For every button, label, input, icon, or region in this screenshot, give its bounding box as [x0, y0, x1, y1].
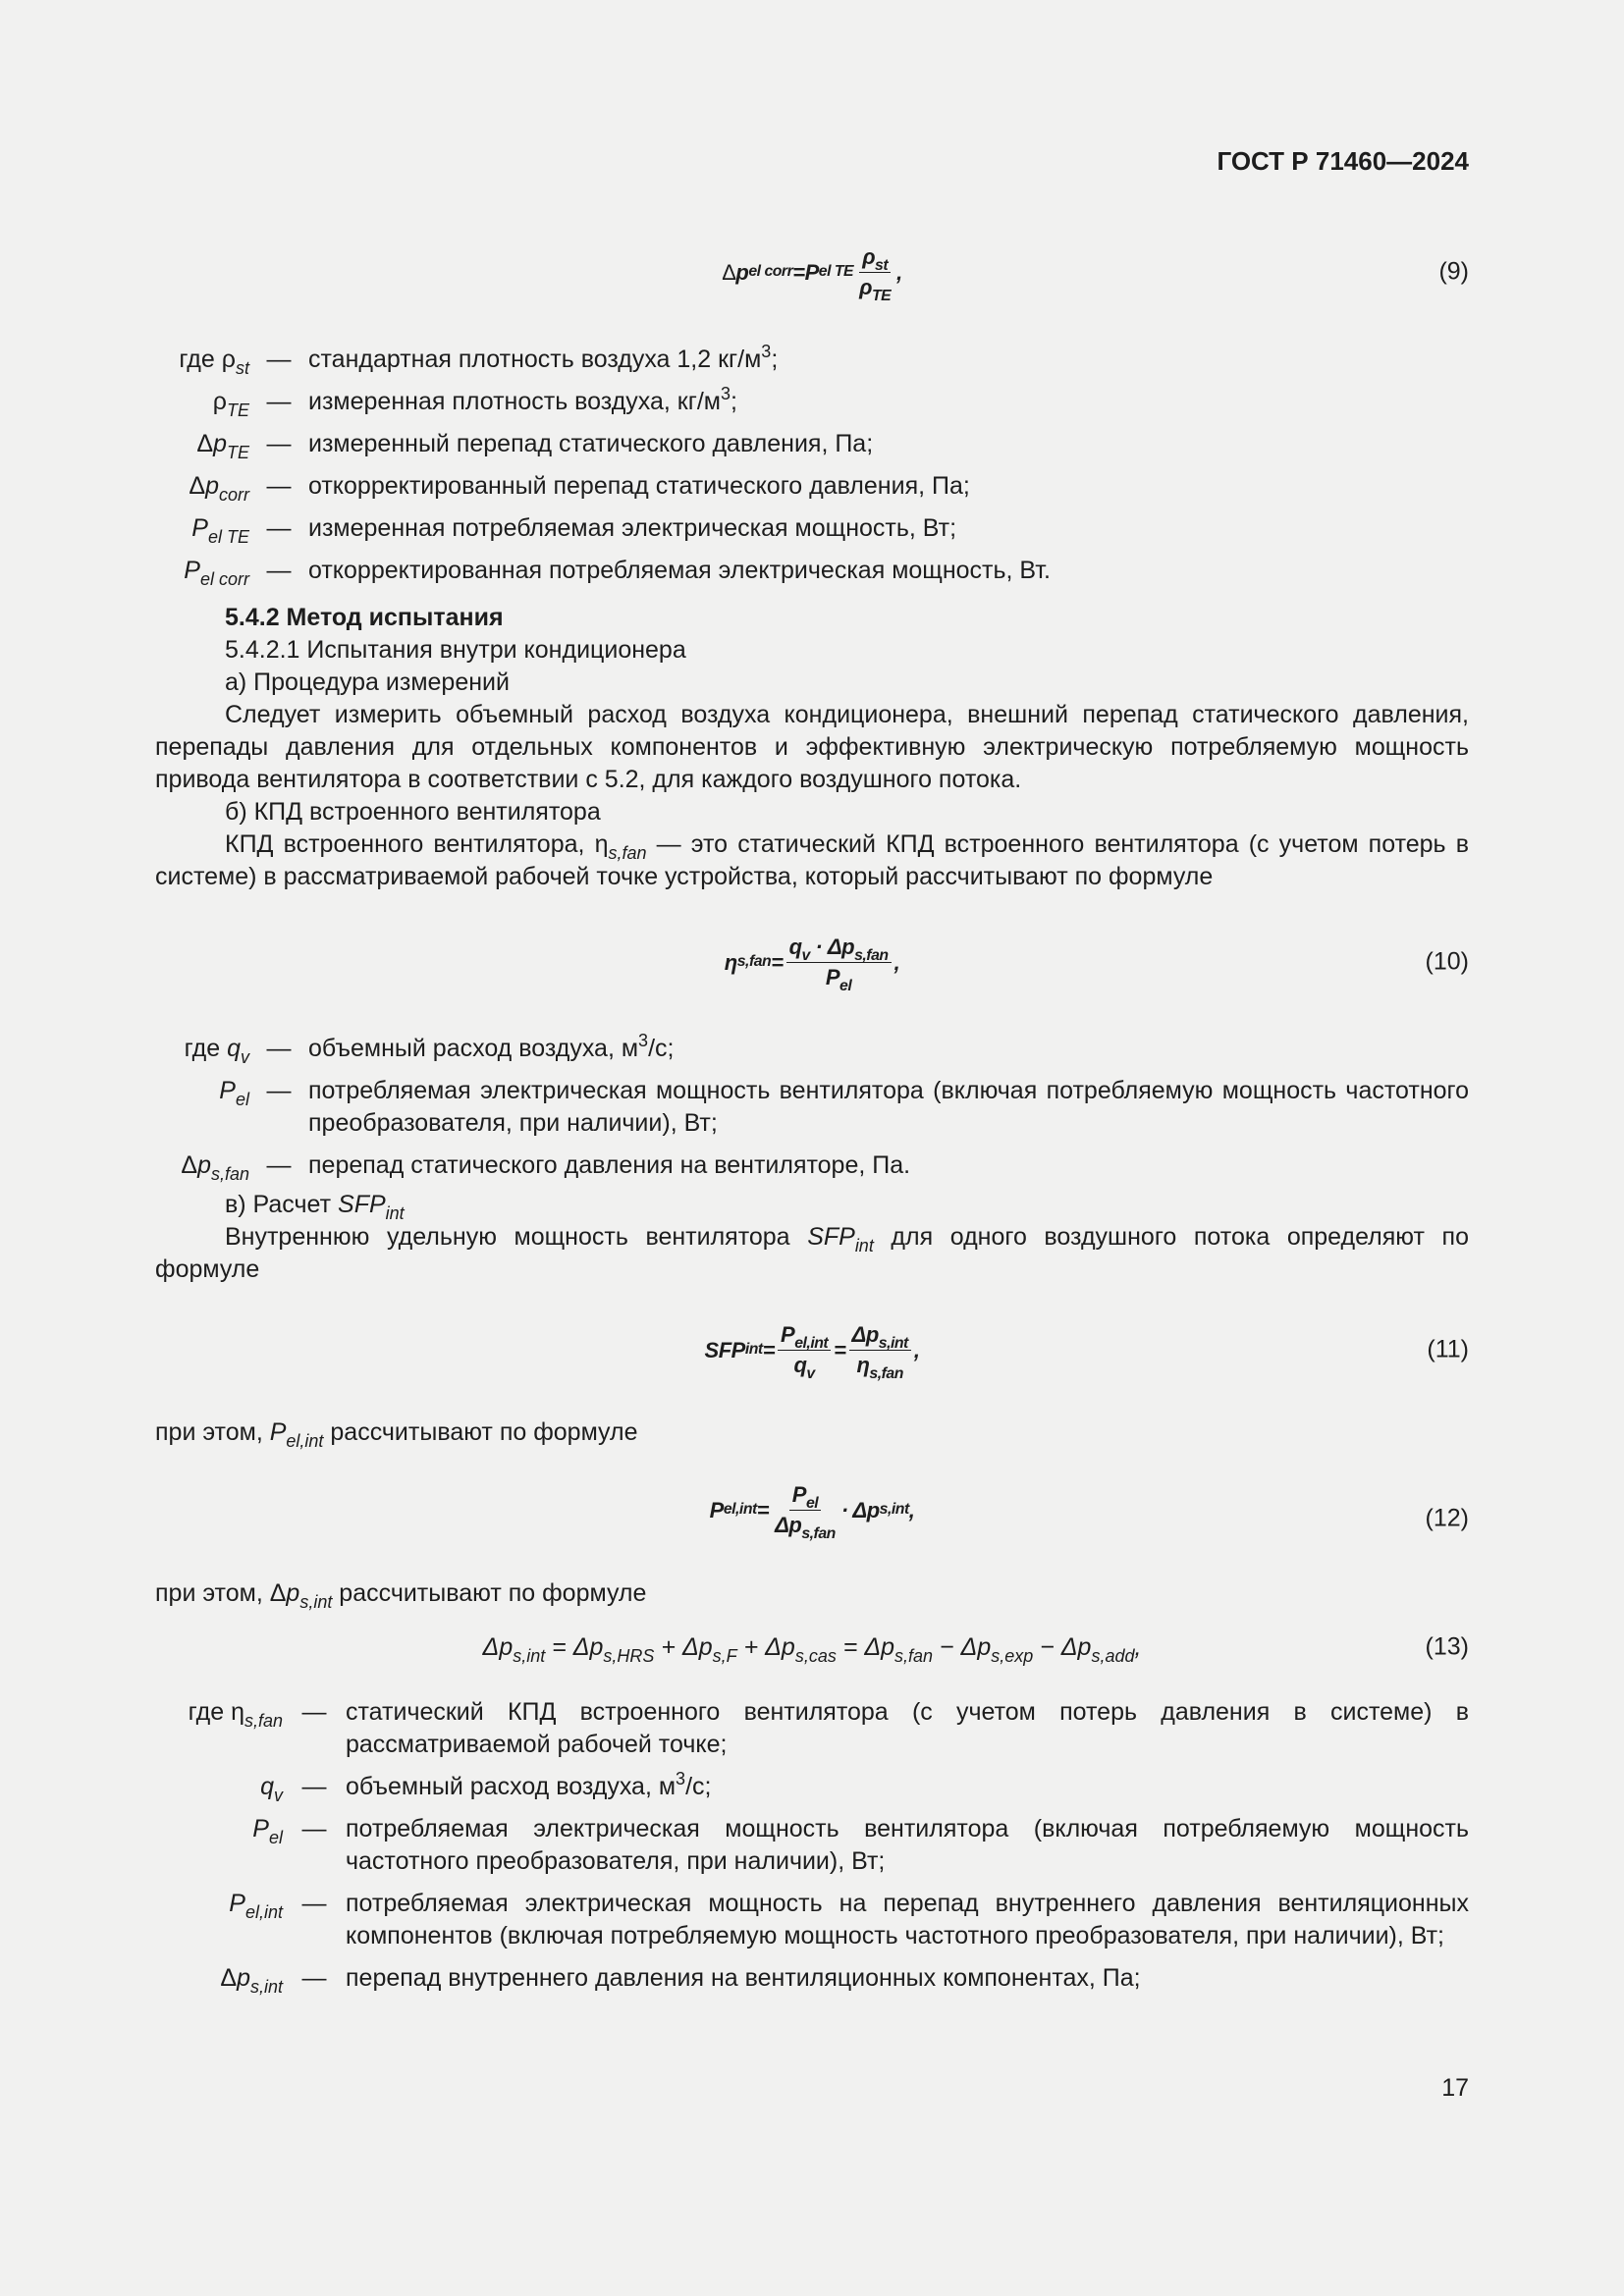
definition-dash: — [301, 1773, 327, 1800]
definition-dash: — [301, 1698, 327, 1726]
formula-12-mul: · Δ [840, 1497, 867, 1522]
definition-text: стандартная плотность воздуха 1,2 $кг/м^3$; [308, 342, 779, 373]
definition-row [155, 1771, 1469, 1803]
formula-9-delta: Δ [722, 259, 736, 285]
formula-13-term: $\Delta p_{s,F}$ + [681, 1632, 766, 1666]
definition-dash: — [266, 514, 292, 542]
formula-9 [155, 233, 1469, 311]
formula-12-eq: = [756, 1497, 770, 1522]
definition-text: измеренная плотность воздуха, $кг/м^3$; [308, 384, 737, 415]
formula-11-eq2: = [834, 1337, 846, 1362]
formula-9-var: p [735, 259, 749, 285]
formula-12-number: (12) [1425, 1504, 1469, 1532]
definition-symbol: $P_{el,int}$ [229, 1890, 283, 1922]
formula-12-rhs: p [866, 1497, 880, 1522]
formula-9-eq: = [792, 259, 805, 285]
definition-text: потребляемая электрическая мощность вентилятора (включая потребляемую мощность частотного преобразователя, при наличии), Вт; [346, 1815, 1469, 1875]
item-a-heading: а) Процедура измерений [225, 668, 510, 696]
item-c-heading: в) Расчет $SFP_{int}$ [225, 1191, 405, 1223]
definition-symbol: $P_{el}$ [219, 1077, 249, 1109]
formula-12-body: P el,int = $\frac{P_{el}}{\Delta p_{s,fan}}$ · Δ p s,int , [709, 1481, 915, 1542]
definition-row [155, 344, 1469, 376]
definition-dash: — [266, 1035, 292, 1062]
definition-text: измеренный перепад статического давления, Па; [308, 430, 874, 457]
definition-row [155, 1888, 1469, 1952]
definition-row [155, 512, 1469, 545]
definition-dash: — [266, 1077, 292, 1104]
definition-text: перепад статического давления на вентиляторе, Па. [308, 1151, 911, 1179]
formula-12-tail: , [908, 1497, 915, 1522]
definition-symbol: $\Delta p_{TE}$ [196, 430, 249, 462]
definition-row [155, 1075, 1469, 1140]
definition-symbol: $q_v$ [260, 1773, 283, 1805]
definition-symbol: где $\rho_{st}$ [179, 346, 249, 378]
formula-10-number: (10) [1425, 947, 1469, 976]
definition-text: перепад внутреннего давления на вентиляционных компонентах, Па; [346, 1964, 1141, 1992]
definition-text: измеренная потребляемая электрическая мощность, Вт; [308, 514, 957, 542]
section-heading-5-4-2: 5.4.2 Метод испытания [225, 604, 504, 631]
formula-12-lhs: P [709, 1497, 724, 1522]
formula-9-body: Δ p el corr = P el TE $\frac{\rho_{st}}{\rho_{TE}}$ , [722, 243, 902, 304]
formula-13-body [155, 1608, 1469, 1686]
definition-dash: — [266, 388, 292, 415]
paragraph-before-12: при этом, $P_{el,int}$ рассчитывают по формуле [155, 1418, 638, 1451]
formula-13-term: $\Delta p_{s,exp}$ − [960, 1632, 1061, 1666]
definition-symbol: $\Delta p_{corr}$ [189, 472, 249, 505]
definitions-list-3 [155, 1696, 1469, 2004]
section-heading-5-4-2-1: 5.4.2.1 Испытания внутри кондиционера [225, 636, 686, 664]
definition-text: статический КПД встроенного вентилятора (с учетом потерь давления в системе) в рассматриваемой рабочей точке; [346, 1698, 1469, 1758]
formula-10-eta: η [724, 949, 737, 975]
definition-symbol: $\rho_{TE}$ [212, 388, 249, 420]
body-text-4 [155, 1577, 1469, 1610]
definitions-list-1 [155, 344, 1469, 597]
formula-13-term: $\Delta p_{s,fan}$ − [864, 1632, 961, 1666]
formula-10-tail: , [893, 949, 900, 975]
definition-symbol: $\Delta p_{s,int}$ [220, 1964, 283, 1997]
formula-9-number: (9) [1438, 257, 1469, 286]
definition-dash: — [266, 557, 292, 584]
formula-9-den-sub: TE [871, 287, 892, 304]
definition-symbol: $\Delta p_{s,fan}$ [181, 1151, 249, 1184]
body-text-1 [155, 602, 1469, 893]
paragraph-a: Следует измерить объемный расход воздуха кондиционера, внешний перепад статического давления, перепады давления для отдельных компонентов и эффективную электрическую потребляемую мощность привода вентилятора в соответствии с 5.2, для каждого воздушного потока. [155, 701, 1469, 793]
body-text-3 [155, 1416, 1469, 1449]
definition-row [155, 1033, 1469, 1065]
definition-text: откорректированная потребляемая электрическая мощность, Вт. [308, 557, 1051, 584]
formula-12-fraction: $\frac{P_{el}}{\Delta p_{s,fan}}$ [775, 1481, 836, 1542]
definition-dash: — [301, 1890, 327, 1917]
item-b-heading: б) КПД встроенного вентилятора [225, 798, 601, 826]
definition-symbol: $P_{el}$ [252, 1815, 283, 1847]
formula-10-fraction: $\frac{q_v \cdot \Delta p_{s,fan}}{P_{el}}$ [786, 934, 892, 990]
formula-12 [155, 1479, 1469, 1558]
definition-row [155, 428, 1469, 460]
definition-dash: — [301, 1964, 327, 1992]
formula-11 [155, 1310, 1469, 1389]
paragraph-b: КПД встроенного вентилятора, $\eta_{s,fan}$ — это статический КПД встроенного вентилятора (с учетом потерь в системе) в рассматриваемой рабочей точке устройства, который рассчитывают по формуле [155, 830, 1469, 890]
definition-row [155, 1149, 1469, 1182]
formula-11-lhs: SFP [704, 1337, 745, 1362]
formula-13 [155, 1608, 1469, 1686]
formula-9-fraction [856, 243, 893, 304]
definition-row [155, 1696, 1469, 1761]
definition-dash: — [301, 1815, 327, 1842]
formula-13-term: $\Delta p_{s,HRS}$ + [572, 1632, 682, 1666]
formula-10-body: η s,fan = $\frac{q_v \cdot \Delta p_{s,fan}}{P_{el}}$ , [724, 934, 900, 994]
definition-text: потребляемая электрическая мощность на перепад внутреннего давления вентиляционных компонентов (включая потребляемую мощность частотного преобразователя, при наличии), Вт; [346, 1890, 1469, 1949]
definition-dash: — [266, 430, 292, 457]
definition-symbol: $P_{el corr}$ [184, 557, 249, 589]
definition-dash: — [266, 346, 292, 373]
formula-9-num: ρ [862, 243, 876, 269]
formula-11-eq1: = [762, 1337, 776, 1362]
formula-9-tail: , [896, 259, 902, 285]
definition-symbol: $P_{el TE}$ [191, 514, 249, 547]
formula-11-number: (11) [1427, 1335, 1469, 1363]
definition-text: объемный расход воздуха, $м^3/с$; [346, 1769, 712, 1800]
definition-symbol: где $q_v$ [184, 1035, 249, 1067]
formula-11-fraction-1: $\frac{P_{el,int}}{q_v}$ [778, 1322, 831, 1378]
definition-row [155, 470, 1469, 503]
definitions-list-2 [155, 1033, 1469, 1192]
definition-row [155, 386, 1469, 418]
formula-11-fraction-2: $\frac{\Delta p_{s,int}}{\eta_{s,fan}}$ [849, 1322, 911, 1378]
formula-11-tail: , [913, 1337, 920, 1362]
formula-13-term: $\Delta p_{s,cas}$ = [765, 1632, 865, 1666]
paragraph-before-13: при этом, $\Delta p_{s,int}$ рассчитывают по формуле [155, 1579, 647, 1612]
formula-9-p: P [804, 259, 819, 285]
formula-10-eq: = [771, 949, 784, 975]
formula-9-num-sub: st [875, 256, 889, 274]
body-text-2 [155, 1189, 1469, 1286]
formula-13-term: $\Delta p_{s,int}$ = [482, 1632, 573, 1666]
definition-text: объемный расход воздуха, $м^3/с$; [308, 1031, 675, 1062]
formula-13-term: $\Delta p_{s,add}$, [1060, 1632, 1142, 1666]
definition-dash: — [266, 1151, 292, 1179]
definition-symbol: где $\eta_{s,fan}$ [188, 1698, 283, 1731]
page-number: 17 [1441, 2074, 1469, 2102]
paragraph-c: Внутреннюю удельную мощность вентилятора $SFP_{int}$ для одного воздушного потока определяют по формуле [155, 1223, 1469, 1283]
definition-dash: — [266, 472, 292, 500]
document-header: ГОСТ Р 71460—2024 [1217, 146, 1469, 176]
formula-10 [155, 923, 1469, 1001]
formula-13-number: (13) [1425, 1632, 1469, 1661]
formula-11-body: SFP int = $\frac{P_{el,int}}{q_v}$ = $\frac{\Delta p_{s,int}}{\eta_{s,fan}}$ , [704, 1321, 920, 1382]
definition-row [155, 1813, 1469, 1878]
definition-text: откорректированный перепад статического давления, Па; [308, 472, 970, 500]
definition-text: потребляемая электрическая мощность вентилятора (включая потребляемую мощность частотного преобразователя, при наличии), Вт; [308, 1077, 1469, 1137]
definition-row [155, 555, 1469, 587]
formula-9-den: ρ [859, 274, 872, 299]
definition-row [155, 1962, 1469, 1995]
